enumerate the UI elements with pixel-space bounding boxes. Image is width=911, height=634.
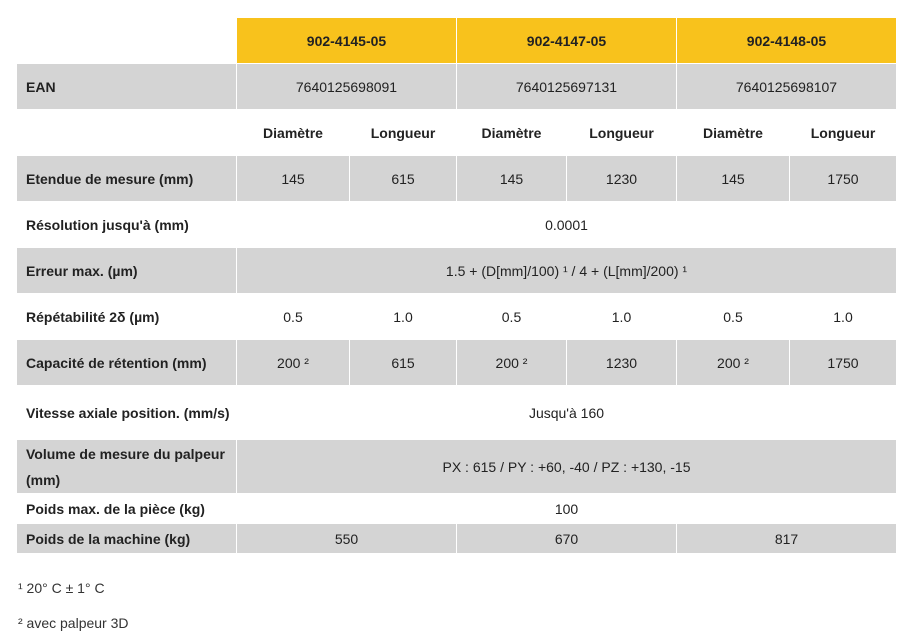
table-cell: 145 xyxy=(457,156,567,202)
table-cell: 1.5 + (D[mm]/100) ¹ / 4 + (L[mm]/200) ¹ xyxy=(237,248,897,294)
row-label: Poids de la machine (kg) xyxy=(17,524,237,554)
row-label: Etendue de mesure (mm) xyxy=(17,156,237,202)
header-corner xyxy=(17,18,237,64)
ean-value-1: 7640125698091 xyxy=(237,64,457,110)
table-cell: 1.0 xyxy=(350,294,457,340)
table-cell: 1.0 xyxy=(790,294,897,340)
poids-machine-row xyxy=(17,524,897,554)
row-label: Résolution jusqu'à (mm) xyxy=(17,202,237,248)
row-label: Capacité de rétention (mm) xyxy=(17,340,237,386)
table-cell: Jusqu'à 160 xyxy=(237,386,897,440)
etendue-row xyxy=(17,156,897,202)
ean-value-3: 7640125698107 xyxy=(677,64,897,110)
table-cell: 615 xyxy=(350,156,457,202)
table-cell: 200 ² xyxy=(677,340,790,386)
table-cell: 1.0 xyxy=(567,294,677,340)
sub-header-corner xyxy=(17,110,237,156)
ean-value-2: 7640125697131 xyxy=(457,64,677,110)
model-header-row xyxy=(17,18,897,64)
footnote-1: ¹ 20° C ± 1° C xyxy=(18,580,105,596)
table-cell: 145 xyxy=(677,156,790,202)
sub-header: Diamètre xyxy=(237,110,350,156)
row-label: Répétabilité 2δ (µm) xyxy=(17,294,237,340)
poids-piece-row xyxy=(17,494,897,524)
vitesse-row xyxy=(17,386,897,440)
model-header-2: 902-4147-05 xyxy=(457,18,677,64)
sub-header-row xyxy=(17,110,897,156)
erreur-row xyxy=(17,248,897,294)
capacite-row xyxy=(17,340,897,386)
table-cell: 550 xyxy=(237,524,457,554)
table-cell: 0.0001 xyxy=(237,202,897,248)
table-cell: 1230 xyxy=(567,340,677,386)
footnote-2: ² avec palpeur 3D xyxy=(18,615,129,631)
model-header-3: 902-4148-05 xyxy=(677,18,897,64)
table-cell: 0.5 xyxy=(457,294,567,340)
table-cell: 0.5 xyxy=(237,294,350,340)
table-cell: 200 ² xyxy=(457,340,567,386)
resolution-row xyxy=(17,202,897,248)
table-cell: 817 xyxy=(677,524,897,554)
sub-header: Diamètre xyxy=(677,110,790,156)
row-label: Erreur max. (µm) xyxy=(17,248,237,294)
sub-header: Longueur xyxy=(567,110,677,156)
table-cell: 0.5 xyxy=(677,294,790,340)
sub-header: Longueur xyxy=(350,110,457,156)
table-cell: 1750 xyxy=(790,340,897,386)
sub-header: Longueur xyxy=(790,110,897,156)
table-cell: 200 ² xyxy=(237,340,350,386)
row-label: EAN xyxy=(17,64,237,110)
sub-header: Diamètre xyxy=(457,110,567,156)
table-cell: 670 xyxy=(457,524,677,554)
table-cell: 145 xyxy=(237,156,350,202)
model-header-1: 902-4145-05 xyxy=(237,18,457,64)
table-cell: 615 xyxy=(350,340,457,386)
row-label: Volume de mesure du palpeur (mm) xyxy=(17,440,237,494)
row-label: Poids max. de la pièce (kg) xyxy=(17,494,237,524)
table-cell: 1230 xyxy=(567,156,677,202)
repetabilite-row xyxy=(17,294,897,340)
table-cell: 100 xyxy=(237,494,897,524)
table-cell: PX : 615 / PY : +60, -40 / PZ : +130, -15 xyxy=(237,440,897,494)
ean-row xyxy=(17,64,897,110)
spec-table xyxy=(16,17,897,554)
row-label: Vitesse axiale position. (mm/s) xyxy=(17,386,237,440)
table-cell: 1750 xyxy=(790,156,897,202)
volume-row xyxy=(17,440,897,494)
